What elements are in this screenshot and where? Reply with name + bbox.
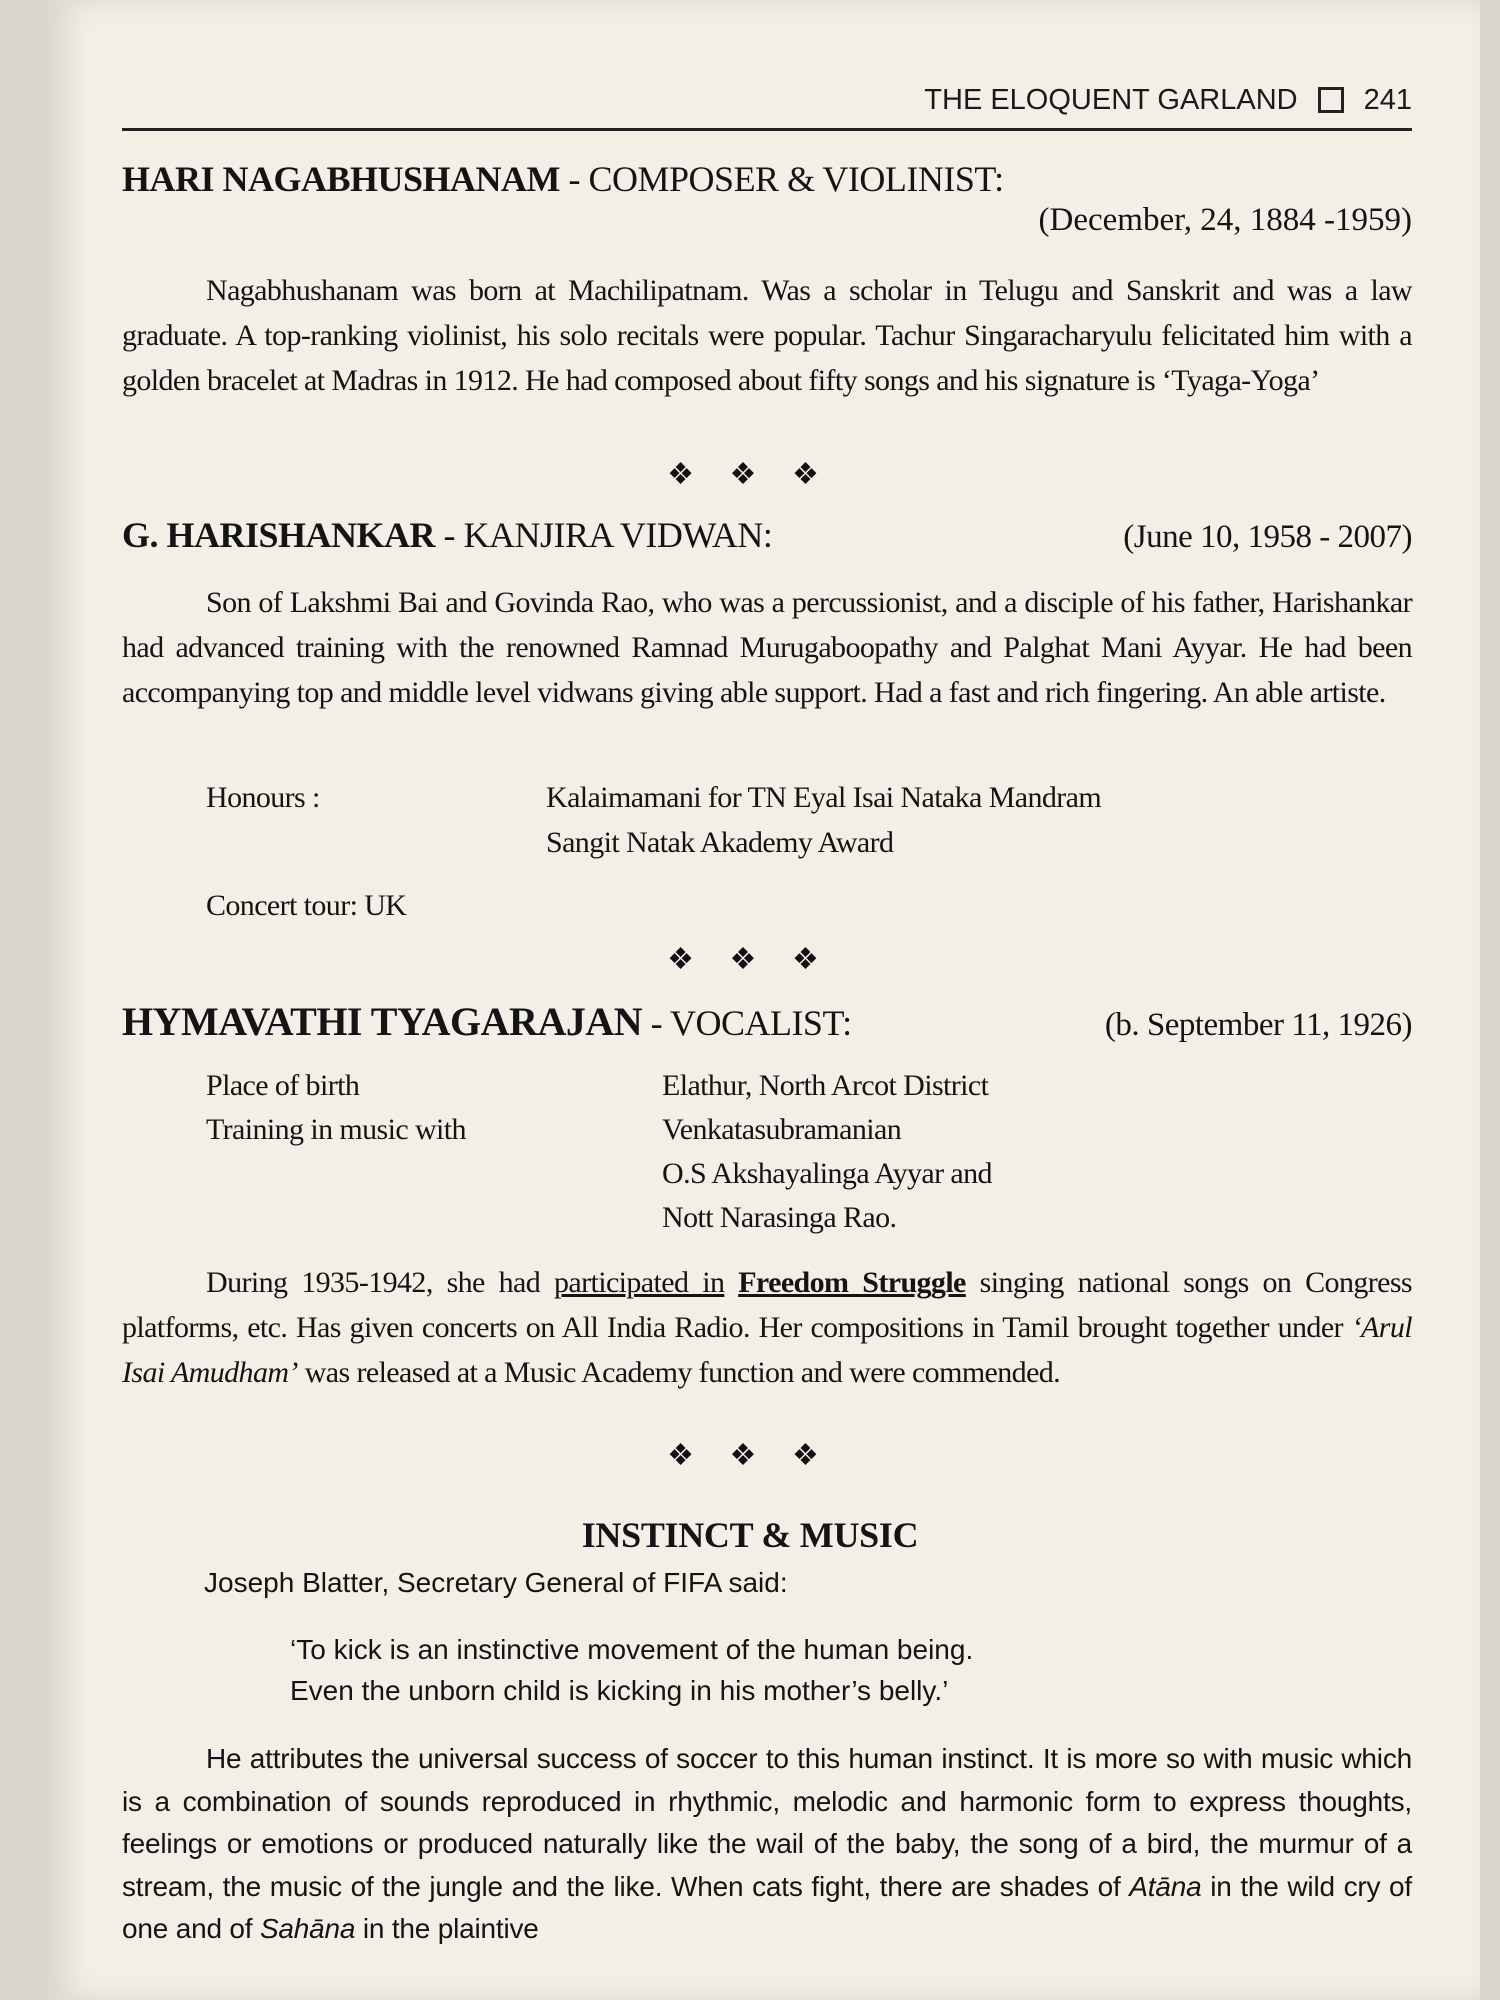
entry-body-text: Son of Lakshmi Bai and Govinda Rao, who was a percussionist, and a disciple of his father, Harishankar had advanced training with the renowned Ramnad Murugaboopathy and Palghat Mani Ayyar. He had been accompanying top and middle level vidwans giving able support. Had a fast and rich fingering. An able artiste. [122, 586, 1412, 709]
entry-body [122, 268, 1412, 403]
square-icon [1318, 87, 1344, 113]
body-text: During 1935-1942, she had [206, 1266, 554, 1299]
section-intro: Joseph Blatter, Secretary General of FIFA said: [204, 1567, 788, 1598]
entry-name: G. HARISHANKAR [122, 515, 436, 555]
page-number: 241 [1363, 83, 1412, 116]
entry-name: HYMAVATHI TYAGARAJAN [122, 999, 643, 1044]
entry-dates: (June 10, 1958 - 2007) [1123, 519, 1412, 555]
separator-diamonds: ❖ ❖ ❖ [667, 1439, 833, 1472]
entry-name: HARI NAGABHUSHANAM [122, 159, 561, 199]
training-label: Training in music with [206, 1113, 466, 1146]
training-value: Nott Narasinga Rao. [662, 1201, 897, 1234]
entry-role: - VOCALIST: [642, 1003, 852, 1043]
concert-tour: Concert tour: UK [206, 889, 407, 922]
quote-line: Even the unborn child is kicking in his mother’s belly.’ [290, 1675, 949, 1706]
entry-role: - COMPOSER & VIOLINIST: [560, 159, 1004, 199]
entry-body-text: Nagabhushanam was born at Machilipatnam. Was a scholar in Telugu and Sanskrit and was a law graduate. A top-ranking violinist, his solo recitals were popular. Tachur Singaracharyulu felicitated him with a golden bracelet at Madras in 1912. He had composed about fifty songs and his signature is ‘Tyaga-Yoga’ [122, 274, 1412, 397]
running-title: THE ELOQUENT GARLAND [924, 83, 1298, 116]
birth-label: Place of birth [206, 1069, 360, 1102]
body-text: He attributes the universal success of soccer to this human instinct. It is more so with music which is a combination of sounds reproduced in rhythmic, melodic and harmonic form to express thoughts, feelings or emotions or produced naturally like the wail of the baby, the song of a bird, the murmur of a stream, the music of the jungle and the like. When cats fight, there are shades of [122, 1743, 1412, 1902]
separator-diamonds: ❖ ❖ ❖ [667, 943, 833, 976]
running-header [122, 72, 1412, 131]
underlined-phrase: participated in [553, 1266, 725, 1299]
section-title: INSTINCT & MUSIC [581, 1515, 919, 1555]
entry-heading-harishankar [122, 514, 1412, 556]
entry-body [122, 1260, 1412, 1395]
training-value: O.S Akshayalinga Ayyar and [662, 1157, 992, 1190]
entry-body [122, 580, 1412, 715]
album-title: ‘Arul Isai Amudham’ [122, 1311, 1412, 1389]
entry-heading-hymavathi [122, 998, 1412, 1045]
raga-name: Atāna [1129, 1870, 1202, 1902]
section-body [122, 1738, 1412, 1951]
training-value: Venkatasubramanian [662, 1113, 902, 1146]
birth-value: Elathur, North Arcot District [662, 1069, 989, 1102]
honour-item: Kalaimamani for TN Eyal Isai Nataka Mandram [546, 781, 1102, 814]
body-text: was released at a Music Academy function and were commended. [297, 1356, 1061, 1389]
raga-name: Sahāna [259, 1913, 356, 1944]
separator-diamonds: ❖ ❖ ❖ [667, 458, 833, 491]
entry-role: - KANJIRA VIDWAN: [435, 515, 773, 555]
underlined-phrase-bold: Freedom Struggle [738, 1266, 966, 1299]
body-text: in the wild cry of one and of [122, 1870, 1412, 1944]
quote-line: ‘To kick is an instinctive movement of the human being. [290, 1634, 974, 1665]
body-text: in the plaintive [355, 1913, 539, 1944]
entry-dates: (December, 24, 1884 -1959) [1038, 202, 1412, 238]
entry-heading-nagabhushanam [122, 158, 1412, 200]
honours-label: Honours : [206, 781, 320, 814]
entry-dates: (b. September 11, 1926) [1104, 1007, 1412, 1043]
body-text: singing national songs on Congress platforms, etc. Has given concerts on All India Radio. Her compositions in Tamil brought together under [122, 1266, 1412, 1344]
honour-item: Sangit Natak Akademy Award [546, 826, 894, 859]
